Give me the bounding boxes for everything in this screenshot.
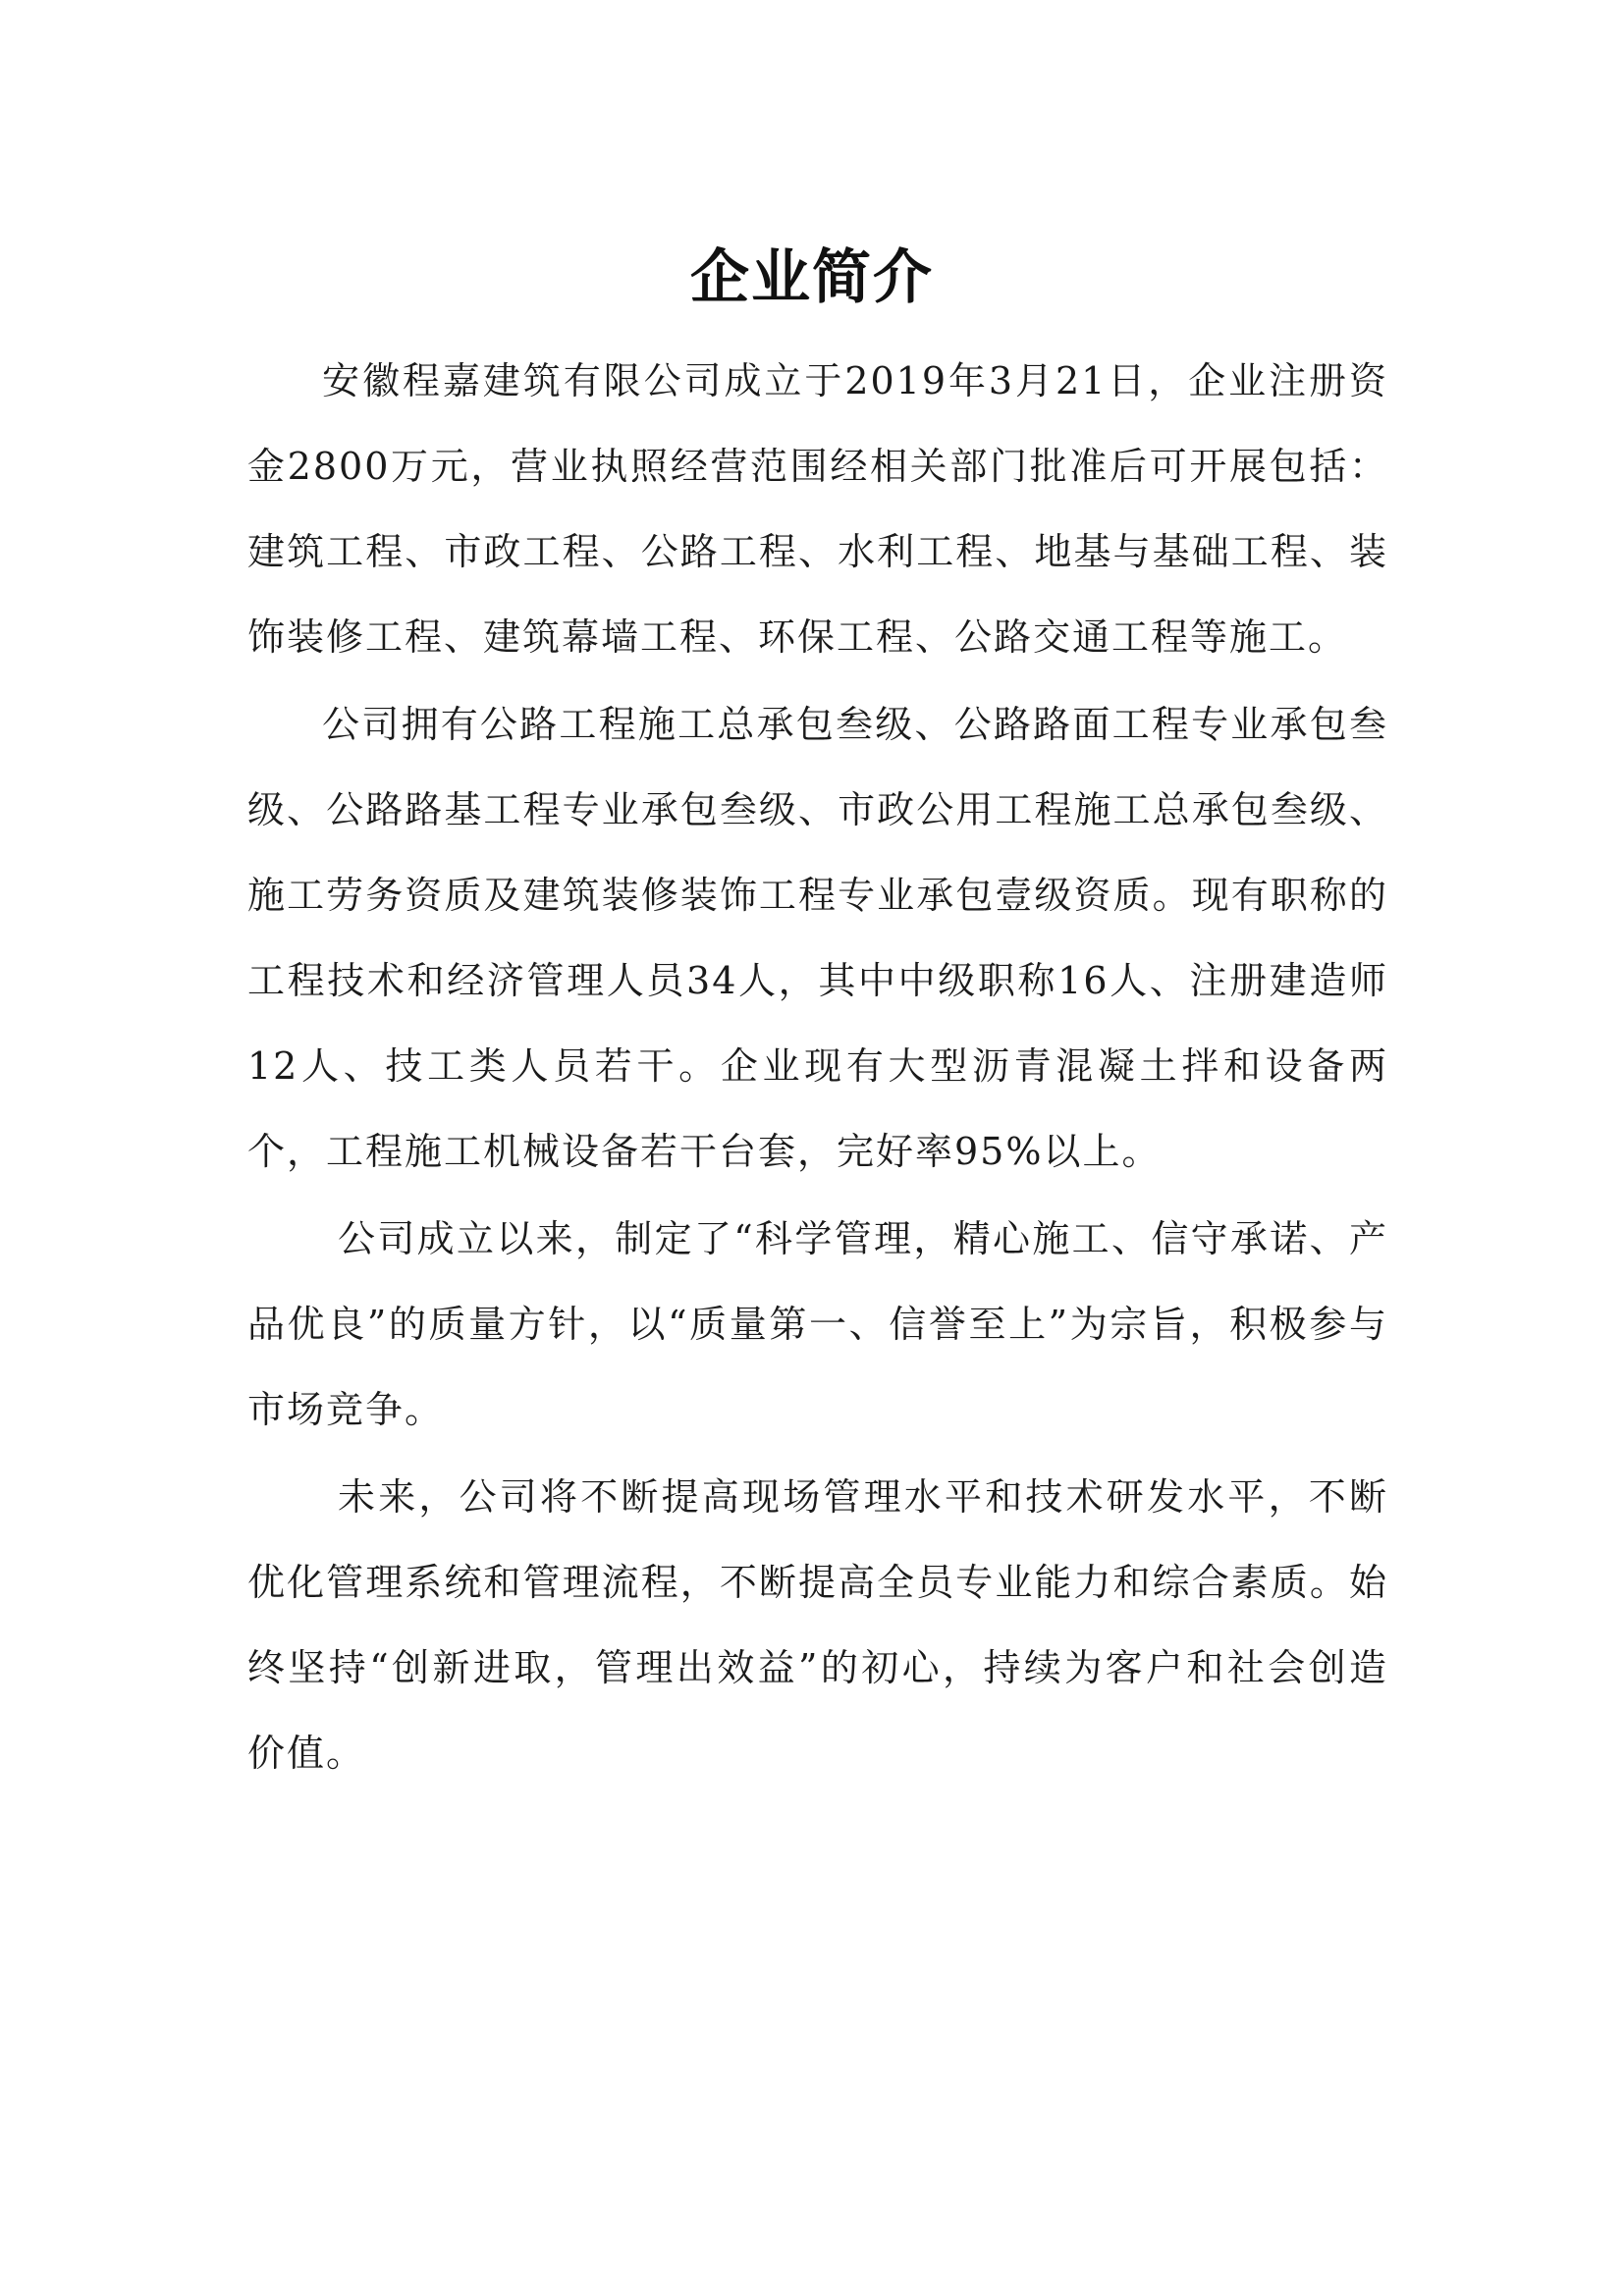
paragraph-quality-policy: 公司成立以来，制定了“科学管理，精心施工、信守承诺、产品优良”的质量方针，以“质量第一、信誉至上”为宗旨，积极参与市场竞争。	[247, 1217, 1388, 1431]
paragraph-future-outlook: 未来，公司将不断提高现场管理水平和技术研发水平，不断优化管理系统和管理流程，不断提高全员专业能力和综合素质。始终坚持“创新进取，管理出效益”的初心，持续为客户和社会创造价值。	[247, 1475, 1388, 1775]
page-title: 企业简介	[690, 243, 934, 313]
paragraph-company-overview: 安徽程嘉建筑有限公司成立于2019年3月21日，企业注册资金2800万元，营业执照经营范围经相关部门批准后可开展包括：建筑工程、市政工程、公路工程、水利工程、地基与基础工程、装饰装修工程、建筑幕墙工程、环保工程、公路交通工程等施工。	[247, 359, 1388, 659]
paragraph-qualifications: 公司拥有公路工程施工总承包叁级、公路路面工程专业承包叁级、公路路基工程专业承包叁级、市政公用工程施工总承包叁级、施工劳务资质及建筑装修装饰工程专业承包壹级资质。现有职称的工程技术和经济管理人员34人，其中中级职称16人、注册建造师12人、技工类人员若干。企业现有大型沥青混凝土拌和设备两个，工程施工机械设备若干台套，完好率95%以上。	[247, 703, 1388, 1173]
document-body	[247, 339, 1388, 1796]
